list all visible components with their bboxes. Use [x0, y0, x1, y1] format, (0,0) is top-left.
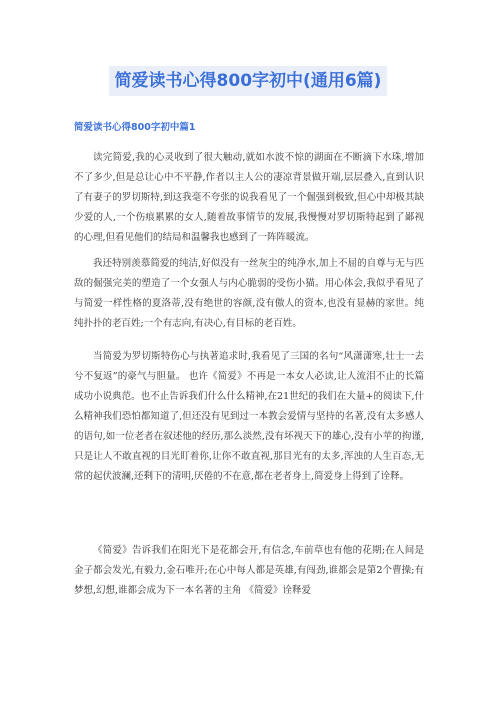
- paragraph-4: 《简爱》告诉我们在阳光下是花都会开,有信念,车前草也有他的花期;在人间是金子都会发光,有毅力,金石唯开;在心中每人都是英雄,有闯劲,谁都会是第2个曹操;有梦想,幻想,谁都会成为下一本名著的主角 《简爱》诠释爱: [74, 545, 424, 596]
- paragraph-3: 当简爱为罗切斯特伤心与执著追求时,我看见了三国的名句“风潇潇寒,壮士一去兮不复返”的豪气与胆量。 也许《简爱》不再是一本女人必读,让人流泪不止的长篇成功小说典范。也不止告诉我们什么什么精神,在21世纪的我们在大量+的阅读下,什么精神我们恐怕都知道了,但还没有见到过一本教会爱情与坚持的名著,没有太多感人的语句,如一位老者在叙述他的经历,那么淡然,没有坏视天下的雄心,没有小苹的拘谨,只是让人不敢直视的目光盯着你,让你不敢直视,那目光有的太多,浑浊的人生百态,无常的起伏波澜,还剩下的清明,厌倦的不在意,都在老者身上,简爱身上得到了诠释。: [74, 351, 424, 482]
- paragraph-1: 读完简爱,我的心灵收到了很大触动,就如水波不惊的湖面在不断滴下水珠,增加不了多少,但是总让心中不平静,作者以主人公的凄凉背景做开端,层层叠入,直到认识了有妻子的罗切斯特,到这我毫不夸张的说我看见了一个倔强到极致,但心中却极其缺少爱的人,一个伤痕累累的女人,随着故事情节的发展,我慢慢对罗切斯特起到了鄙视的心理,但看见他们的结局和温馨我也感到了一阵阵暖流。: [74, 152, 424, 243]
- document-title: 简爱读书心得800字初中(通用6篇): [109, 66, 388, 96]
- section-heading: 简爱读书心得800字初中篇1: [74, 122, 196, 133]
- title-container: [0, 66, 496, 96]
- paragraph-2: 我还特别羡慕简爱的纯洁,好似没有一丝灰尘的纯净水,加上不屈的自尊与无与匹敌的倔强完美的塑造了一个女强人与内心脆弱的受伤小猫。用心体会,我似乎看见了与简爱一样性格的夏洛蒂,没有绝世的容颜,没有傲人的资本,也没有显赫的家世。纯纯扑扑的老百姓;一个有志向,有决心,有目标的老百姓。: [74, 258, 424, 329]
